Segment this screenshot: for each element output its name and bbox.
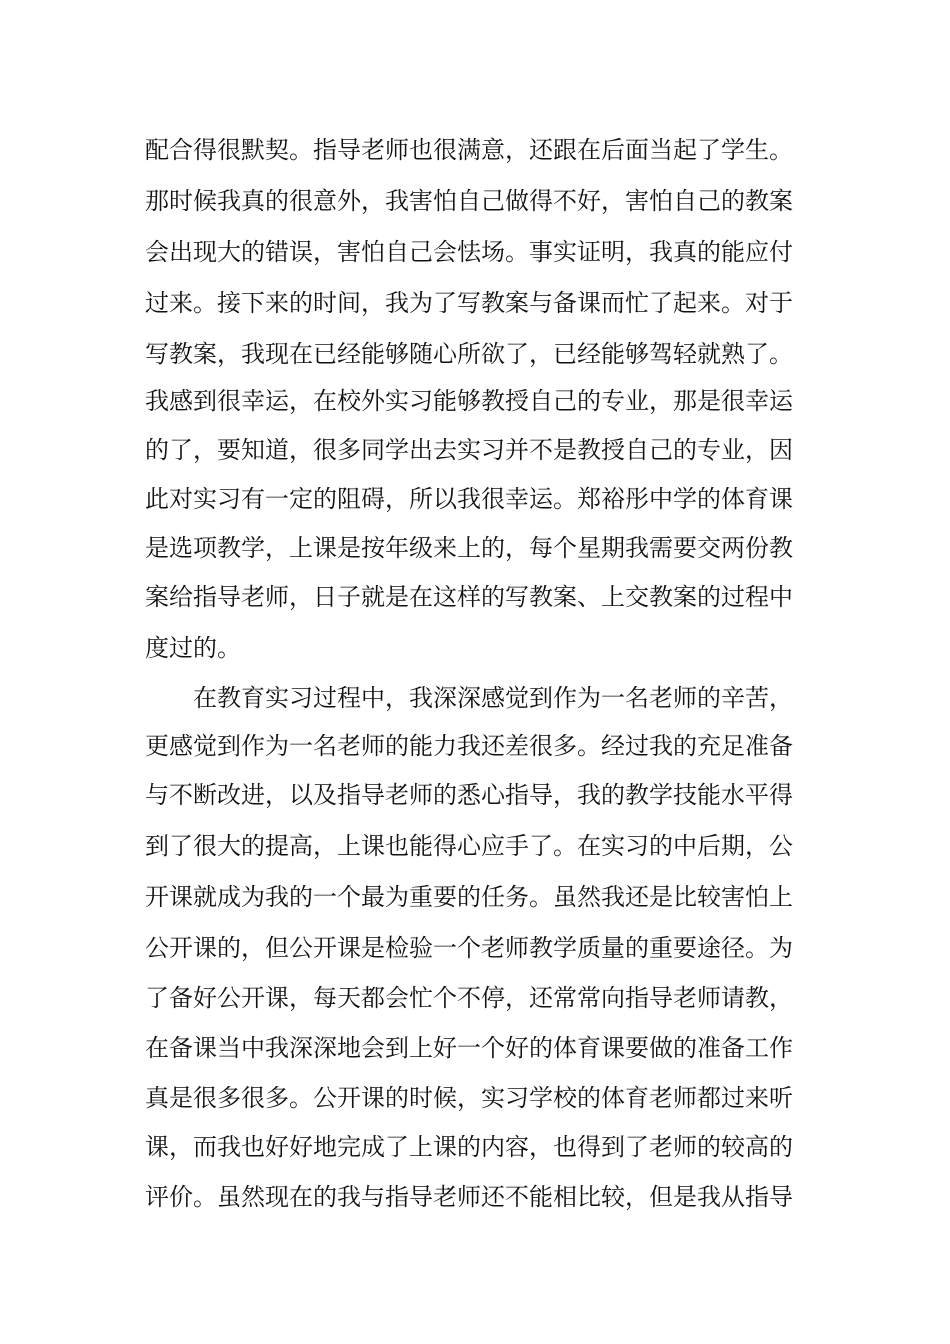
text-line: 过来。接下来的时间，我为了写教案与备课而忙了起来。对于 (145, 289, 793, 317)
text-line: 到了很大的提高，上课也能得心应手了。在实习的中后期，公 (145, 832, 793, 860)
text-line: 与不断改进，以及指导老师的悉心指导，我的教学技能水平得 (145, 781, 793, 809)
text-line: 此对实习有一定的阻碍，所以我很幸运。郑裕彤中学的体育课 (145, 485, 793, 513)
text-line: 开课就成为我的一个最为重要的任务。虽然我还是比较害怕上 (145, 883, 793, 911)
text-line: 案给指导老师，日子就是在这样的写教案、上交教案的过程中 (145, 583, 793, 611)
text-line paragraph-start: 在教育实习过程中，我深深感觉到作为一名老师的辛苦， (193, 684, 793, 712)
text-line: 公开课的，但公开课是检验一个老师教学质量的重要途径。为 (145, 934, 793, 962)
text-line: 是选项教学，上课是按年级来上的，每个星期我需要交两份教 (145, 534, 793, 562)
text-line: 写教案，我现在已经能够随心所欲了，已经能够驾轻就熟了。 (145, 340, 793, 368)
text-line: 了备好公开课，每天都会忙个不停，还常常向指导老师请教， (145, 984, 793, 1012)
text-line: 真是很多很多。公开课的时候，实习学校的体育老师都过来听 (145, 1084, 793, 1112)
text-line: 课，而我也好好地完成了上课的内容，也得到了老师的较高的 (145, 1133, 793, 1161)
text-line: 我感到很幸运，在校外实习能够教授自己的专业，那是很幸运 (145, 387, 793, 415)
text-line: 更感觉到作为一名老师的能力我还差很多。经过我的充足准备 (145, 732, 793, 760)
text-line: 评价。虽然现在的我与指导老师还不能相比较，但是我从指导 (145, 1183, 793, 1211)
text-line: 在备课当中我深深地会到上好一个好的体育课要做的准备工作 (145, 1034, 793, 1062)
text-line: 会出现大的错误，害怕自己会怯场。事实证明，我真的能应付 (145, 238, 793, 266)
text-line: 的了，要知道，很多同学出去实习并不是教授自己的专业，因 (145, 436, 793, 464)
text-line: 配合得很默契。指导老师也很满意，还跟在后面当起了学生。 (145, 136, 793, 164)
text-line: 那时候我真的很意外，我害怕自己做得不好，害怕自己的教案 (145, 187, 793, 215)
text-line: 度过的。 (145, 634, 241, 662)
